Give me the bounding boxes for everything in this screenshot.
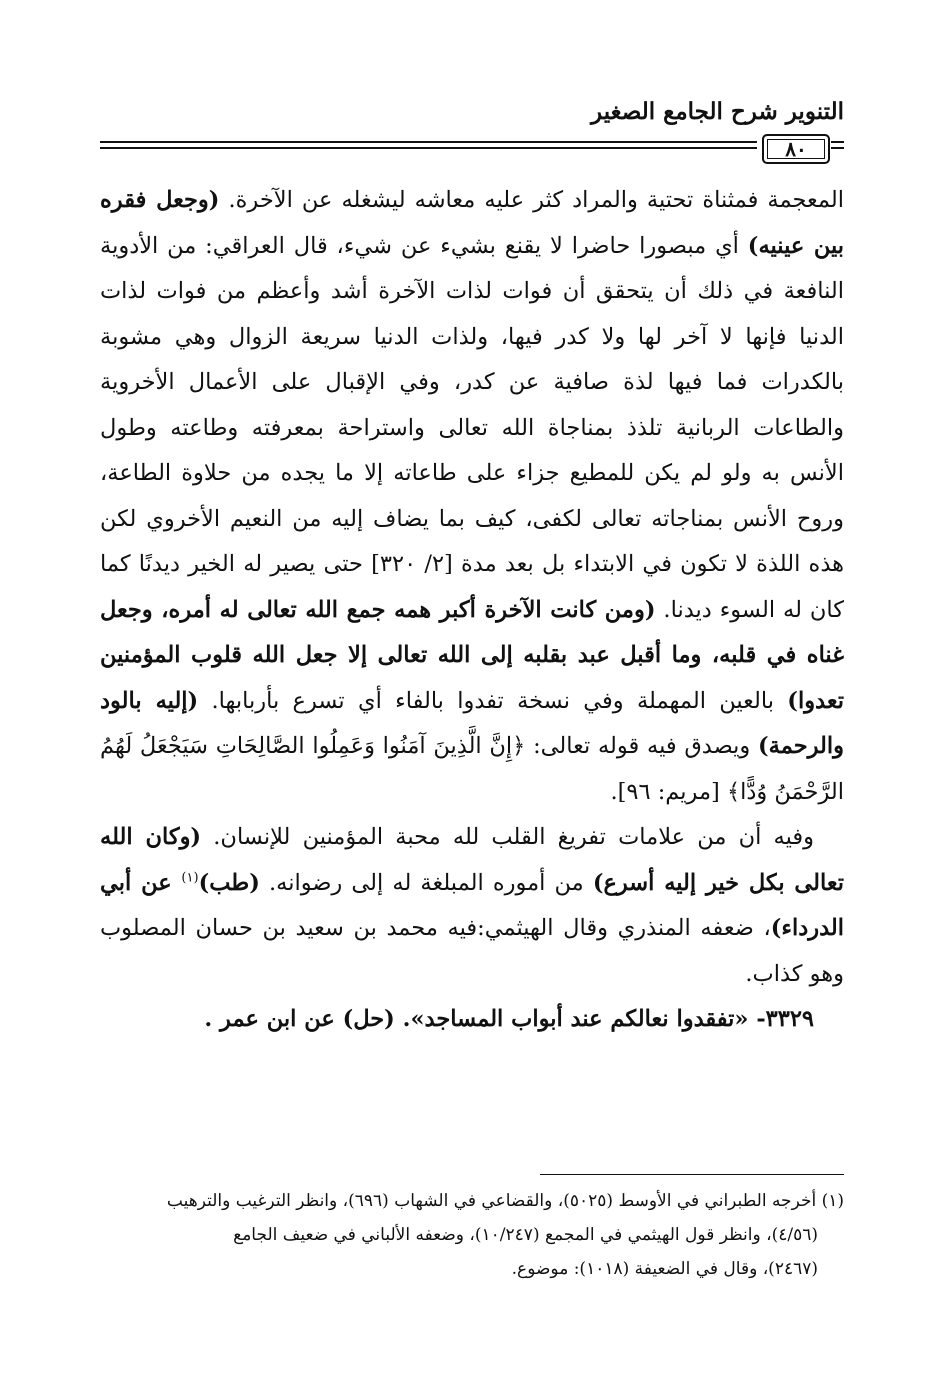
page-header <box>100 86 844 166</box>
text-run: ويصدق فيه قوله تعالى: <box>525 733 758 759</box>
hadith-entry-3329 <box>100 997 844 1043</box>
hadith-number: ٣٣٢٩- <box>748 1006 814 1032</box>
text-run: وفيه أن من علامات تفريغ القلب لله محبة المؤمنين للإنسان. <box>201 824 815 850</box>
footnote-line: (٢٤٦٧)، وقال في الضعيفة (١٠١٨): موضوع. <box>511 1259 818 1279</box>
text-run: أي مبصورا حاضرا لا يقنع بشيء عن شيء، قال العراقي: من الأدوية النافعة في ذلك أن يتحقق أن فوات لذات الآخرة أشد وأعظم من فوات لذات الدنيا فإنها لا آخر لها ولا كدر فيها، ولذات الدنيا سريعة الزوال وهي مشوبة بالكدرات فما فيها لذة صافية عن كدر، وفي الإقبال على الأعمال الأخروية والطاعات الربانية تلذذ بمناجاة الله تعالى واستراحة بمعرفته وطاعته وطول الأنس به ولو لم يكن للمطيع جزاء على طاعاته إلا ما يجده من حلاوة الطاعة، وروح الأنس بمناجاته تعالى لكفى، كيف بما يضاف إليه من النعيم الأخروي لكن هذه اللذة لا تكون في الابتداء بل بعد مدة [٢/ ٣٢٠] حتى يصير له الخير ديدنًا كما كان له السوء ديدنا. <box>100 232 844 623</box>
hadith-source: (حل) عن ابن عمر . <box>204 1006 403 1032</box>
footnote-line: (١) أخرجه الطبراني في الأوسط (٥٠٢٥)، والقضاعي في الشهاب (٦٩٦)، وانظر الترغيب والترهيب <box>166 1191 844 1211</box>
header-rule-tail-top <box>831 141 844 143</box>
header-rule-line-top <box>100 141 757 143</box>
hadith-quote: (ومن كانت الآخرة أكبر همه جمع الله تعالى له أمره، وجعل غناه في قلبه، وما أقبل عبد بقلبه إلى الله تعالى إلا جعل الله قلوب المؤمنين تعدوا) <box>100 596 844 714</box>
hadith-quote: (إليه بالود والرحمة) <box>100 687 844 759</box>
footnotes <box>100 1184 844 1286</box>
header-rule <box>100 134 844 160</box>
source-abbreviation: (طب) <box>198 869 260 896</box>
text-run: بالعين المهملة وفي نسخة تفدوا بالفاء أي تسرع بأربابها. <box>198 687 788 714</box>
footnote-separator <box>540 1174 844 1175</box>
quran-verse: ﴿إِنَّ الَّذِينَ آمَنُوا وَعَمِلُوا الصَّالِحَاتِ سَيَجْعَلُ لَهُمُ الرَّحْمَنُ وُدًّا﴾ <box>100 733 844 805</box>
hadith-quote: (وكان الله تعالى بكل خير إليه أسرع) <box>100 824 844 896</box>
verse-reference: [مريم: ٩٦]. <box>610 778 727 805</box>
header-rule-tail-bottom <box>831 147 844 149</box>
footnote-line: (٤/٥٦)، وانظر قول الهيثمي في المجمع (١٠/٢٤٧)، وضعفه الألباني في ضعيف الجامع <box>233 1225 818 1245</box>
paragraph-commentary-2 <box>100 815 844 997</box>
text-run: ، ضعفه المنذري وقال الهيثمي:فيه محمد بن سعيد بن حسان المصلوب وهو كذاب. <box>100 915 844 987</box>
hadith-text: «تفقدوا نعالكم عند أبواب المساجد». <box>402 1006 749 1032</box>
text-run: من أموره المبلغة له إلى رضوانه. <box>259 869 593 896</box>
hadith-quote: (وجعل فقره بين عينيه) <box>100 187 845 259</box>
narrator: عن أبي الدرداء) <box>100 869 844 941</box>
running-title: التنوير شرح الجامع الصغير <box>591 98 844 125</box>
header-rule-line-bottom <box>100 147 757 149</box>
footnote-marker: (١) <box>181 870 199 885</box>
paragraph-commentary <box>100 178 844 815</box>
text-run: المعجمة فمثناة تحتية والمراد كثر عليه معاشه ليشغله عن الآخرة. <box>219 187 844 213</box>
main-text <box>100 178 844 1043</box>
page-number: ٨٠ <box>762 134 830 164</box>
